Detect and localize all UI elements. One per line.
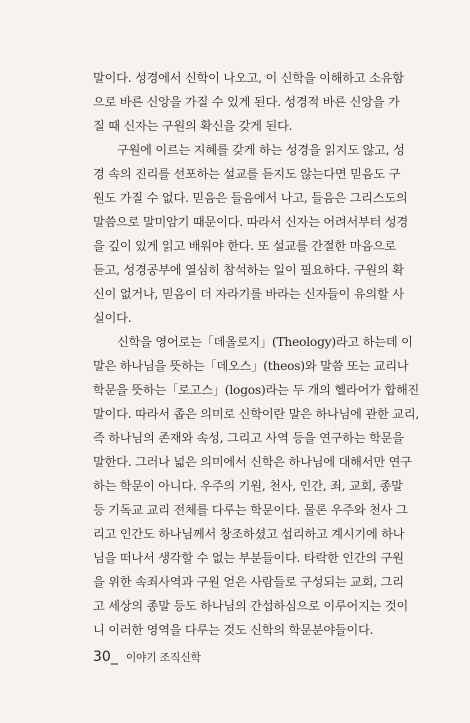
- text-line: 니 이러한 영역을 다루는 것도 신학의 학문분야들이다.: [93, 623, 374, 637]
- text-line: 을 위한 속죄사역과 구원 얻은 사람들로 구성되는 교회, 그리: [93, 575, 404, 589]
- page-number: 30_: [93, 649, 118, 665]
- text-line: 즉 하나님의 존재와 속성, 그리고 사역 등을 연구하는 학문을: [93, 431, 404, 445]
- paragraph-1: [93, 66, 423, 138]
- text-line: 말은 하나님을 뜻하는「데오스」(theos)와 말씀 또는 교리나: [93, 359, 409, 373]
- text-line: 말이다. 따라서 좁은 의미로 신학이란 말은 하나님에 관한 교리,: [93, 407, 420, 421]
- text-line: 하는 학문이 아니다. 우주의 기원, 천사, 인간, 죄, 교회, 종말: [93, 479, 403, 493]
- text-line: 등 기독교 교리 전체를 다루는 학문이다. 물론 우주와 천사 그: [93, 503, 408, 517]
- page-footer: [93, 649, 201, 665]
- text-line: 질 때 신자는 구원의 확신을 갖게 된다.: [93, 119, 293, 133]
- text-line: 듣고, 성경공부에 열심히 참석하는 일이 필요하다. 구원의 확: [93, 263, 404, 277]
- text-line: 신학을 영어로는「데올로지」(Theology)라고 하는데 이: [117, 335, 413, 349]
- text-line: 구원에 이르는 지혜를 갖게 하는 성경을 읽지도 않고, 성: [117, 143, 405, 157]
- running-title: 이야기 조직신학: [125, 651, 201, 664]
- paragraph-2: [93, 138, 423, 330]
- text-line: 말한다. 그러나 넓은 의미에서 신학은 하나님에 대해서만 연구: [93, 455, 412, 469]
- text-line: 원도 가질 수 없다. 믿음은 들음에서 나고, 들음은 그리스도의: [93, 191, 408, 205]
- text-line: 경 속의 진리를 선포하는 설교를 듣지도 않는다면 믿음도 구: [93, 167, 401, 181]
- text-line: 님을 떠나서 생각할 수 없는 부분들이다. 타락한 인간의 구원: [93, 551, 404, 565]
- text-line: 리고 인간도 하나님께서 창조하셨고 섭리하고 계시기에 하나: [93, 527, 405, 541]
- body-text: [93, 66, 423, 642]
- text-line: 학문을 뜻하는「로고스」(logos)라는 두 개의 헬라어가 합해진: [93, 383, 420, 397]
- text-line: 말이다. 성경에서 신학이 나오고, 이 신학을 이해하고 소유함: [93, 71, 404, 85]
- text-line: 말씀으로 말미암기 때문이다. 따라서 신자는 어려서부터 성경: [93, 215, 409, 229]
- text-line: 신이 없거나, 믿음이 더 자라기를 바라는 신자들이 유의할 사: [93, 287, 404, 301]
- text-line: 을 깊이 있게 읽고 배워야 한다. 또 설교를 간절한 마음으로: [93, 239, 396, 253]
- text-line: 실이다.: [93, 311, 132, 325]
- text-line: 으로 바른 신앙을 가질 수 있게 된다. 성경적 바른 신앙을 가: [93, 95, 400, 109]
- paragraph-3: [93, 330, 423, 642]
- text-line: 고 세상의 종말 등도 하나님의 간섭하심으로 이루어지는 것이: [93, 599, 409, 613]
